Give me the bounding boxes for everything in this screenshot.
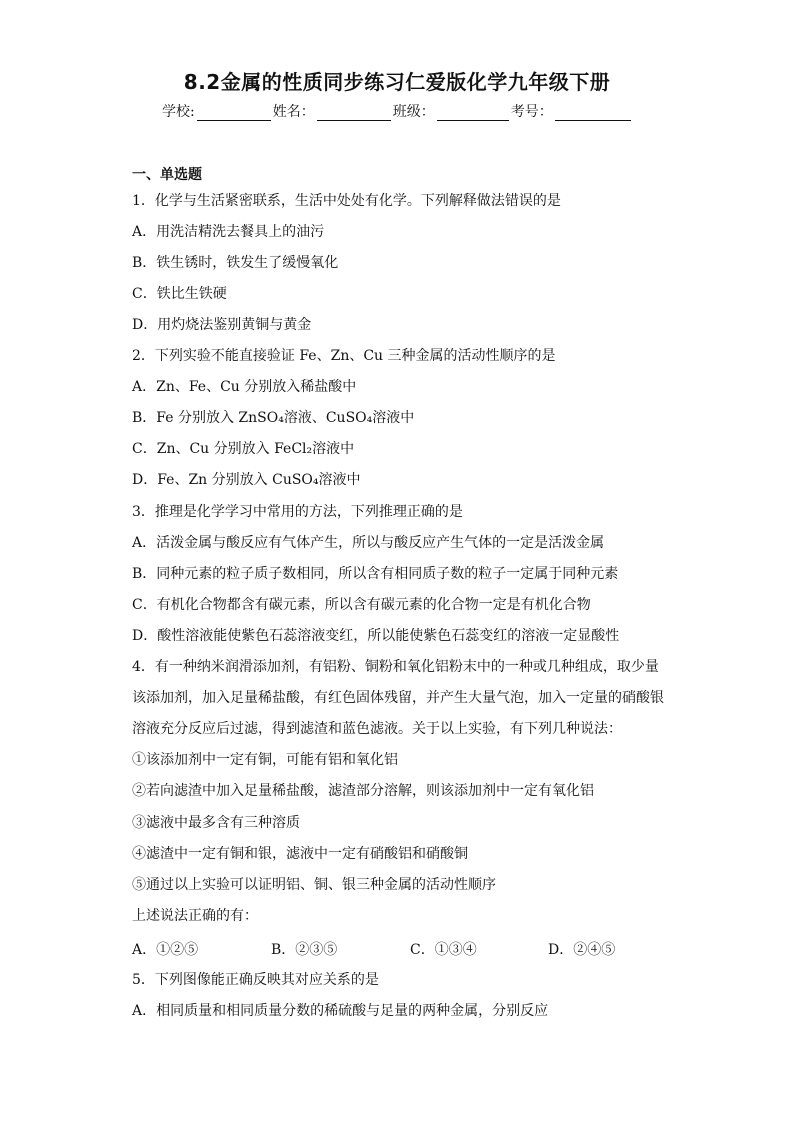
question-2-option-b: B．Fe 分别放入 ZnSO₄溶液、CuSO₄溶液中 bbox=[132, 410, 415, 426]
question-3-option-c: C．有机化合物都含有碳元素，所以含有碳元素的化合物一定是有机化合物 bbox=[132, 597, 591, 613]
question-4-option-c: C．①③④ bbox=[410, 942, 477, 958]
question-5-stem: 5．下列图像能正确反映其对应关系的是 bbox=[132, 972, 379, 988]
class-blank[interactable] bbox=[437, 104, 509, 121]
question-2-option-a: A．Zn、Fe、Cu 分别放入稀盐酸中 bbox=[132, 379, 357, 395]
question-2-option-d: D．Fe、Zn 分别放入 CuSO₄溶液中 bbox=[132, 472, 361, 488]
question-5-option-a: A．相同质量和相同质量分数的稀硫酸与足量的两种金属，分别反应 bbox=[132, 1003, 549, 1019]
question-2-option-c: C．Zn、Cu 分别放入 FeCl₂溶液中 bbox=[132, 441, 355, 457]
question-4-statement-4: ④滤渣中一定有铜和银，滤液中一定有硝酸铝和硝酸铜 bbox=[132, 846, 468, 862]
question-4-statement-2: ②若向滤渣中加入足量稀盐酸，滤渣部分溶解，则该添加剂中一定有氧化铝 bbox=[132, 783, 594, 799]
student-info-row bbox=[162, 101, 642, 121]
question-1-option-b: B．铁生锈时，铁发生了缓慢氧化 bbox=[132, 255, 339, 271]
question-3-stem: 3．推理是化学学习中常用的方法，下列推理正确的是 bbox=[132, 504, 463, 520]
question-4-stem-line-2: 该添加剂，加入足量稀盐酸，有红色固体残留，并产生大量气泡，加入一定量的硝酸银 bbox=[132, 690, 664, 706]
page-title: 8.2金属的性质同步练习仁爱版化学九年级下册 bbox=[183, 70, 611, 94]
question-4-option-a: A．①②⑤ bbox=[132, 942, 199, 958]
name-label: 姓名： bbox=[272, 104, 315, 120]
question-2-stem: 2．下列实验不能直接验证 Fe、Zn、Cu 三种金属的活动性顺序的是 bbox=[132, 348, 556, 364]
question-4-stem-line-3: 溶液充分反应后过滤，得到滤渣和蓝色滤液。关于以上实验，有下列几种说法： bbox=[132, 721, 622, 737]
question-1-option-c: C．铁比生铁硬 bbox=[132, 286, 227, 302]
exam-no-label: 考号： bbox=[510, 104, 553, 120]
exam-no-blank[interactable] bbox=[555, 104, 631, 121]
school-blank[interactable] bbox=[197, 104, 271, 121]
question-4-stem-line-1: 4．有一种纳米润滑添加剂，有铝粉、铜粉和氧化铝粉末中的一种或几种组成，取少量 bbox=[132, 659, 659, 675]
section-title: 一、单选题 bbox=[132, 167, 202, 183]
question-4-option-b: B．②③⑤ bbox=[271, 942, 338, 958]
question-4-option-d: D．②④⑤ bbox=[548, 942, 616, 958]
question-4-statement-3: ③滤液中最多含有三种溶质 bbox=[132, 815, 300, 831]
question-4-statement-1: ①该添加剂中一定有铜，可能有铝和氧化铝 bbox=[132, 752, 398, 768]
name-blank[interactable] bbox=[317, 104, 391, 121]
question-3-option-d: D．酸性溶液能使紫色石蕊溶液变红，所以能使紫色石蕊变红的溶液一定显酸性 bbox=[132, 628, 620, 644]
question-1-stem: 1．化学与生活紧密联系，生活中处处有化学。下列解释做法错误的是 bbox=[132, 193, 561, 209]
question-1-option-a: A．用洗洁精洗去餐具上的油污 bbox=[132, 224, 325, 240]
question-3-option-a: A．活泼金属与酸反应有气体产生，所以与酸反应产生气体的一定是活泼金属 bbox=[132, 535, 605, 551]
school-label: 学校: bbox=[162, 104, 195, 120]
question-1-option-d: D．用灼烧法鉴别黄铜与黄金 bbox=[132, 317, 312, 333]
question-3-option-b: B．同种元素的粒子质子数相同，所以含有相同质子数的粒子一定属于同种元素 bbox=[132, 566, 619, 582]
question-4-prompt: 上述说法正确的有： bbox=[132, 908, 258, 924]
class-label: 班级： bbox=[392, 104, 435, 120]
question-4-statement-5: ⑤通过以上实验可以证明铝、铜、银三种金属的活动性顺序 bbox=[132, 877, 496, 893]
